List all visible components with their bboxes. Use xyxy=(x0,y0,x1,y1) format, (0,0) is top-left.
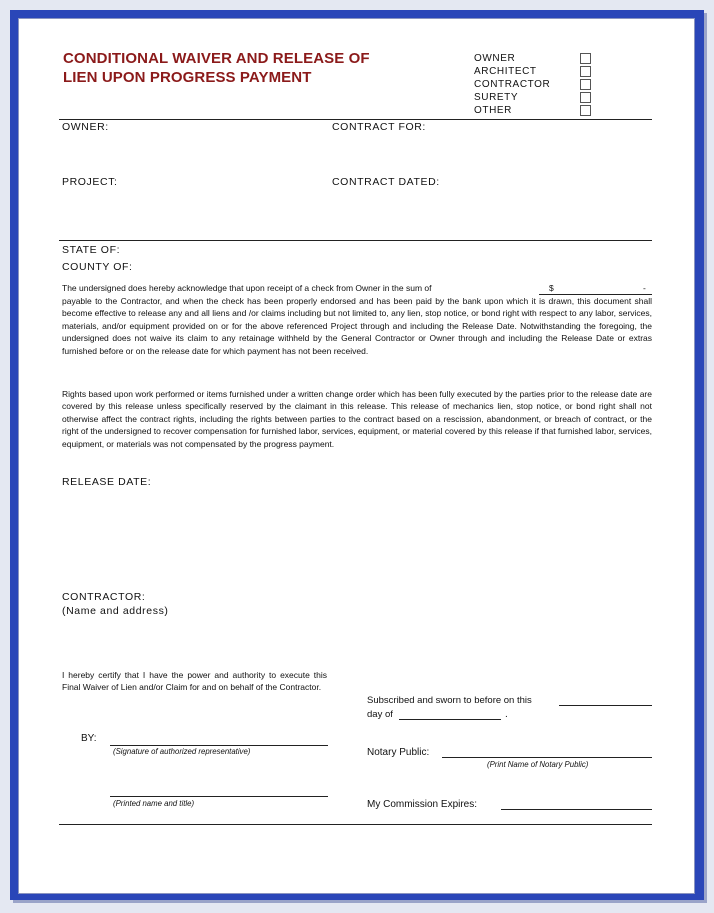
subscribed-text: Subscribed and sworn to before on this xyxy=(367,695,532,706)
role-list xyxy=(474,52,550,117)
checkbox-other[interactable] xyxy=(580,105,591,116)
name-address-label: (Name and address) xyxy=(62,605,169,617)
divider-top xyxy=(59,119,652,120)
owner-label: OWNER: xyxy=(62,121,109,133)
checkbox-architect[interactable] xyxy=(580,66,591,77)
day-of-period: . xyxy=(505,709,508,720)
signature-caption: (Signature of authorized representative) xyxy=(113,747,251,756)
notary-caption: (Print Name of Notary Public) xyxy=(487,760,589,769)
title-line-1: CONDITIONAL WAIVER AND RELEASE OF xyxy=(63,50,370,67)
day-of-line[interactable] xyxy=(399,719,501,720)
county-of-label: COUNTY OF: xyxy=(62,261,133,273)
printed-name-line[interactable] xyxy=(110,796,328,797)
role-owner: OWNER xyxy=(474,53,516,64)
paragraph-1-first-line: The undersigned does hereby acknowledge that upon receipt of a check from Owner in the sum of xyxy=(62,283,432,293)
paragraph-2: Rights based upon work performed or items furnished under a written change order which has been fully executed by the parties prior to the release date are covered by this release unless specifically reserved by the claimant in this release. This release of mechanics lien, stop notice, or bond right shall not otherwise affect the contract rights, including the rights between parties to the contract based on a rescission, abandonment, or breach of contract, or the right of the undersigned to recover compensation for furnished labor, services, equipment, or material covered by this release if that furnished labor, services, equipment, or materials was not compensated by the progress payment. xyxy=(62,389,652,449)
day-of-text: day of xyxy=(367,709,393,720)
notary-line[interactable] xyxy=(442,757,652,758)
state-of-label: STATE OF: xyxy=(62,244,121,256)
role-other: OTHER xyxy=(474,105,512,116)
divider-bottom xyxy=(59,824,652,825)
commission-line[interactable] xyxy=(501,809,652,810)
role-architect: ARCHITECT xyxy=(474,66,537,77)
role-contractor: CONTRACTOR xyxy=(474,79,551,90)
checkbox-owner[interactable] xyxy=(580,53,591,64)
commission-label: My Commission Expires: xyxy=(367,799,478,810)
document-title xyxy=(63,49,370,87)
by-label: BY: xyxy=(81,733,97,744)
contractor-label: CONTRACTOR: xyxy=(62,591,146,603)
project-label: PROJECT: xyxy=(62,176,118,188)
divider-project xyxy=(59,240,652,241)
role-surety: SURETY xyxy=(474,92,519,103)
document-page xyxy=(18,18,695,894)
subscribed-line[interactable] xyxy=(559,705,652,706)
contract-dated-label: CONTRACT DATED: xyxy=(332,176,440,188)
certify-statement: I hereby certify that I have the power and authority to execute this Final Waiver of Lien and/or Claim for and on behalf of the Contractor. xyxy=(62,670,327,693)
dollar-sign: $ xyxy=(549,283,554,293)
signature-line[interactable] xyxy=(110,745,328,746)
printed-name-caption: (Printed name and title) xyxy=(113,799,195,808)
title-line-2: LIEN UPON PROGRESS PAYMENT xyxy=(63,69,312,86)
amount-dash: - xyxy=(643,283,646,293)
checkbox-contractor[interactable] xyxy=(580,79,591,90)
checkbox-surety[interactable] xyxy=(580,92,591,103)
paragraph-1-body: payable to the Contractor, and when the check has been properly endorsed and has been paid by the bank upon which it is drawn, this document shall become effective to release any and all liens and /or claims including but not limited to, any lien, stop notice, or bond right with respect to any labor, services, materials, and/or equipment provided on or for the above referenced Project through and including the Release Date. Notwithstanding the foregoing, the undersigned does not waive its claim to any retainage withheld by the General Contractor or Owner through and including the Release Date or extras furnished before or on the release date for which payment has not been received. xyxy=(62,296,652,356)
release-date-label: RELEASE DATE: xyxy=(62,476,152,488)
contract-for-label: CONTRACT FOR: xyxy=(332,121,426,133)
notary-label: Notary Public: xyxy=(367,747,430,758)
